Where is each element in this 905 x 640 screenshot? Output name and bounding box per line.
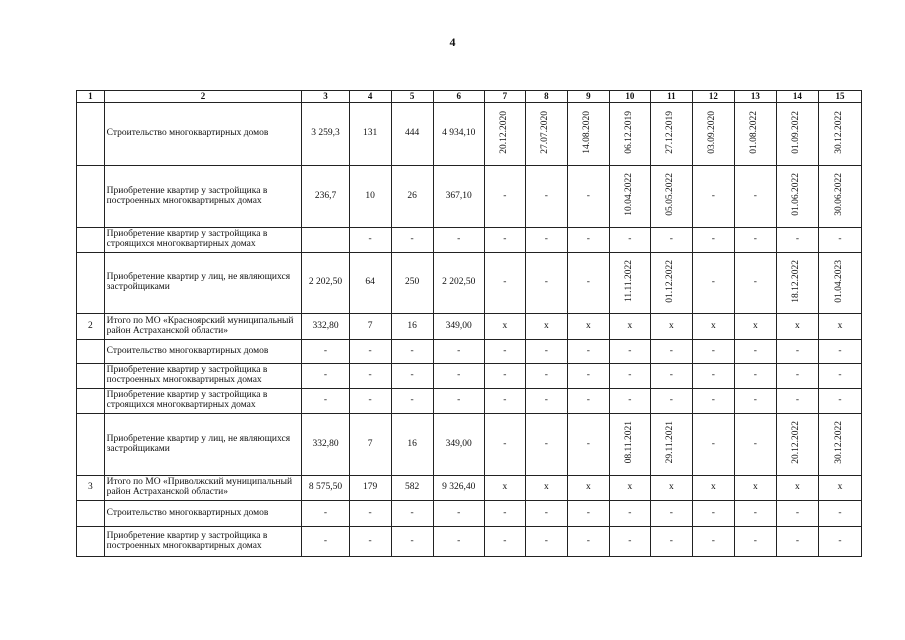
- families-cell: -: [349, 364, 391, 389]
- date-cell: -: [692, 501, 734, 527]
- date-cell: -: [525, 364, 567, 389]
- area-cell: [302, 228, 349, 253]
- date-cell: -: [567, 527, 609, 557]
- date-cell: -: [525, 228, 567, 253]
- area-cell: -: [302, 389, 349, 414]
- date-cell: -: [734, 228, 776, 253]
- header-cell: 11: [650, 91, 692, 103]
- date-cell: -: [484, 228, 525, 253]
- date-cell: -: [776, 501, 818, 527]
- row-name-cell: Приобретение квартир у лиц, не являющихся застройщиками: [104, 253, 302, 314]
- date-cell: -: [692, 166, 734, 228]
- date-cell: [650, 103, 692, 166]
- date-cell: -: [525, 527, 567, 557]
- date-cell: [734, 103, 776, 166]
- families-cell: 64: [349, 253, 391, 314]
- date-cell: x: [525, 314, 567, 340]
- date-cell: -: [734, 340, 776, 364]
- date-cell: -: [692, 340, 734, 364]
- cost-cell: -: [433, 389, 484, 414]
- date-cell: -: [692, 389, 734, 414]
- date-cell: -: [484, 527, 525, 557]
- date-cell: [818, 253, 861, 314]
- date-value: 08.11.2021: [623, 421, 634, 464]
- program-table: [76, 90, 862, 557]
- table-row: [77, 476, 862, 501]
- cost-cell: -: [433, 501, 484, 527]
- persons-cell: -: [391, 364, 433, 389]
- date-cell: [609, 414, 650, 476]
- date-cell: -: [525, 389, 567, 414]
- persons-cell: -: [391, 228, 433, 253]
- date-cell: [650, 166, 692, 228]
- date-cell: x: [692, 476, 734, 501]
- row-name-cell: Приобретение квартир у застройщика в построенных многоквартирных домах: [104, 364, 302, 389]
- date-cell: -: [734, 166, 776, 228]
- families-cell: 7: [349, 314, 391, 340]
- date-cell: [525, 103, 567, 166]
- persons-cell: 26: [391, 166, 433, 228]
- date-cell: [692, 103, 734, 166]
- cost-cell: 367,10: [433, 166, 484, 228]
- date-cell: -: [484, 253, 525, 314]
- date-value: 14.08.2020: [582, 110, 593, 154]
- date-cell: -: [650, 228, 692, 253]
- header-cell: 4: [349, 91, 391, 103]
- date-cell: [776, 103, 818, 166]
- date-cell: -: [567, 253, 609, 314]
- date-cell: x: [818, 314, 861, 340]
- date-value: 05.05.2022: [665, 173, 676, 216]
- header-cell: 8: [525, 91, 567, 103]
- families-cell: 179: [349, 476, 391, 501]
- row-number-cell: [77, 527, 105, 557]
- date-cell: -: [609, 389, 650, 414]
- families-cell: 10: [349, 166, 391, 228]
- header-cell: 7: [484, 91, 525, 103]
- persons-cell: -: [391, 501, 433, 527]
- date-cell: x: [692, 314, 734, 340]
- date-cell: -: [525, 501, 567, 527]
- date-cell: -: [484, 166, 525, 228]
- date-cell: -: [484, 364, 525, 389]
- date-cell: -: [567, 364, 609, 389]
- area-cell: -: [302, 527, 349, 557]
- date-cell: [776, 166, 818, 228]
- table-row: [77, 340, 862, 364]
- row-number-cell: 3: [77, 476, 105, 501]
- date-cell: [609, 103, 650, 166]
- date-cell: [609, 166, 650, 228]
- date-cell: -: [818, 364, 861, 389]
- date-cell: -: [567, 228, 609, 253]
- date-cell: [776, 414, 818, 476]
- row-name-cell: Приобретение квартир у застройщика в строящихся многоквартирных домах: [104, 228, 302, 253]
- row-name-cell: Приобретение квартир у застройщика в построенных многоквартирных домах: [104, 166, 302, 228]
- families-cell: 7: [349, 414, 391, 476]
- families-cell: -: [349, 228, 391, 253]
- date-cell: -: [734, 414, 776, 476]
- row-name-cell: Строительство многоквартирных домов: [104, 340, 302, 364]
- table-body: [77, 91, 862, 557]
- date-cell: -: [650, 501, 692, 527]
- area-cell: 332,80: [302, 414, 349, 476]
- date-cell: -: [734, 527, 776, 557]
- area-cell: 2 202,50: [302, 253, 349, 314]
- date-cell: -: [484, 389, 525, 414]
- header-cell: 13: [734, 91, 776, 103]
- row-name-cell: Итого по МО «Приволжский муниципальный район Астраханской области»: [104, 476, 302, 501]
- date-cell: -: [525, 340, 567, 364]
- row-name-cell: Приобретение квартир у застройщика в строящихся многоквартирных домах: [104, 389, 302, 414]
- area-cell: 3 259,3: [302, 103, 349, 166]
- date-cell: -: [484, 501, 525, 527]
- area-cell: 236,7: [302, 166, 349, 228]
- header-cell: 2: [104, 91, 302, 103]
- date-cell: -: [734, 389, 776, 414]
- row-number-cell: [77, 501, 105, 527]
- date-cell: -: [609, 364, 650, 389]
- date-cell: x: [776, 314, 818, 340]
- date-cell: -: [609, 501, 650, 527]
- persons-cell: -: [391, 389, 433, 414]
- date-cell: -: [567, 414, 609, 476]
- header-cell: 6: [433, 91, 484, 103]
- date-cell: x: [484, 476, 525, 501]
- date-value: 01.09.2022: [791, 110, 802, 154]
- date-value: 27.07.2020: [540, 110, 551, 154]
- date-value: 03.09.2020: [707, 110, 718, 154]
- date-value: 01.08.2022: [749, 110, 760, 154]
- date-value: 06.12.2019: [623, 110, 634, 154]
- date-cell: x: [818, 476, 861, 501]
- cost-cell: 9 326,40: [433, 476, 484, 501]
- date-cell: -: [692, 253, 734, 314]
- table-row: [77, 414, 862, 476]
- date-value: 10.04.2022: [623, 173, 634, 216]
- date-cell: -: [776, 527, 818, 557]
- date-cell: -: [567, 501, 609, 527]
- date-cell: x: [609, 314, 650, 340]
- families-cell: -: [349, 389, 391, 414]
- row-name-cell: Строительство многоквартирных домов: [104, 103, 302, 166]
- date-cell: x: [650, 314, 692, 340]
- date-value: 20.12.2020: [498, 110, 509, 154]
- families-cell: -: [349, 527, 391, 557]
- date-cell: x: [525, 476, 567, 501]
- table-row: [77, 103, 862, 166]
- cost-cell: -: [433, 228, 484, 253]
- families-cell: -: [349, 501, 391, 527]
- date-cell: -: [692, 364, 734, 389]
- date-cell: -: [525, 414, 567, 476]
- header-cell: 3: [302, 91, 349, 103]
- table-row: [77, 253, 862, 314]
- date-cell: -: [776, 340, 818, 364]
- date-value: 11.11.2022: [623, 259, 634, 303]
- persons-cell: -: [391, 527, 433, 557]
- date-value: 01.04.2023: [833, 259, 844, 303]
- row-number-cell: [77, 340, 105, 364]
- header-cell: 10: [609, 91, 650, 103]
- row-number-cell: [77, 103, 105, 166]
- date-value: 27.12.2019: [665, 110, 676, 154]
- table-row: [77, 527, 862, 557]
- row-number-cell: [77, 414, 105, 476]
- persons-cell: -: [391, 340, 433, 364]
- row-name-cell: Приобретение квартир у застройщика в построенных многоквартирных домах: [104, 527, 302, 557]
- persons-cell: 250: [391, 253, 433, 314]
- date-cell: x: [650, 476, 692, 501]
- date-cell: -: [818, 501, 861, 527]
- cost-cell: 4 934,10: [433, 103, 484, 166]
- date-value: 30.12.2022: [833, 421, 844, 464]
- persons-cell: 16: [391, 314, 433, 340]
- date-cell: -: [734, 364, 776, 389]
- date-cell: x: [609, 476, 650, 501]
- area-cell: 8 575,50: [302, 476, 349, 501]
- area-cell: -: [302, 340, 349, 364]
- row-number-cell: [77, 389, 105, 414]
- row-name-cell: Итого по МО «Красноярский муниципальный район Астраханской области»: [104, 314, 302, 340]
- date-cell: [776, 253, 818, 314]
- persons-cell: 444: [391, 103, 433, 166]
- row-name-cell: Строительство многоквартирных домов: [104, 501, 302, 527]
- date-cell: -: [734, 501, 776, 527]
- date-cell: [818, 103, 861, 166]
- date-cell: -: [818, 228, 861, 253]
- table-row: [77, 166, 862, 228]
- date-value: 30.12.2022: [833, 110, 844, 154]
- date-cell: x: [484, 314, 525, 340]
- date-cell: [609, 253, 650, 314]
- date-cell: -: [567, 389, 609, 414]
- date-cell: -: [484, 340, 525, 364]
- date-cell: x: [734, 476, 776, 501]
- families-cell: -: [349, 340, 391, 364]
- date-cell: [818, 414, 861, 476]
- page-number: 4: [449, 35, 456, 49]
- date-cell: x: [776, 476, 818, 501]
- row-number-cell: [77, 228, 105, 253]
- date-cell: -: [567, 340, 609, 364]
- date-cell: -: [776, 364, 818, 389]
- cost-cell: -: [433, 340, 484, 364]
- date-cell: -: [525, 166, 567, 228]
- date-cell: x: [734, 314, 776, 340]
- table-row: [77, 228, 862, 253]
- cost-cell: -: [433, 527, 484, 557]
- table-row: [77, 389, 862, 414]
- date-cell: [567, 103, 609, 166]
- date-cell: [650, 253, 692, 314]
- row-number-cell: [77, 364, 105, 389]
- date-cell: [650, 414, 692, 476]
- date-cell: -: [776, 228, 818, 253]
- table-row: [77, 314, 862, 340]
- area-cell: 332,80: [302, 314, 349, 340]
- cost-cell: 349,00: [433, 414, 484, 476]
- header-row: [77, 91, 862, 103]
- date-cell: -: [609, 228, 650, 253]
- date-cell: x: [567, 314, 609, 340]
- area-cell: -: [302, 364, 349, 389]
- date-cell: -: [818, 389, 861, 414]
- date-cell: [484, 103, 525, 166]
- row-number-cell: [77, 166, 105, 228]
- table-row: [77, 501, 862, 527]
- cost-cell: -: [433, 364, 484, 389]
- date-cell: -: [734, 253, 776, 314]
- date-cell: -: [650, 340, 692, 364]
- area-cell: -: [302, 501, 349, 527]
- date-value: 01.12.2022: [665, 259, 676, 303]
- header-cell: 12: [692, 91, 734, 103]
- date-cell: -: [776, 389, 818, 414]
- date-cell: -: [818, 340, 861, 364]
- date-cell: -: [650, 527, 692, 557]
- row-name-cell: Приобретение квартир у лиц, не являющихся застройщиками: [104, 414, 302, 476]
- header-cell: 5: [391, 91, 433, 103]
- date-value: 01.06.2022: [791, 173, 802, 216]
- date-cell: -: [650, 364, 692, 389]
- row-number-cell: [77, 253, 105, 314]
- date-cell: -: [650, 389, 692, 414]
- persons-cell: 582: [391, 476, 433, 501]
- date-cell: -: [609, 340, 650, 364]
- date-cell: -: [484, 414, 525, 476]
- date-cell: -: [818, 527, 861, 557]
- families-cell: 131: [349, 103, 391, 166]
- date-cell: -: [525, 253, 567, 314]
- date-value: 29.11.2021: [665, 421, 676, 464]
- persons-cell: 16: [391, 414, 433, 476]
- date-cell: -: [692, 414, 734, 476]
- header-cell: 15: [818, 91, 861, 103]
- date-cell: -: [567, 166, 609, 228]
- date-value: 30.06.2022: [833, 173, 844, 216]
- date-cell: -: [692, 228, 734, 253]
- header-cell: 1: [77, 91, 105, 103]
- table-row: [77, 364, 862, 389]
- date-cell: x: [567, 476, 609, 501]
- date-cell: [818, 166, 861, 228]
- date-value: 18.12.2022: [791, 259, 802, 303]
- row-number-cell: 2: [77, 314, 105, 340]
- date-value: 20.12.2022: [791, 421, 802, 464]
- cost-cell: 2 202,50: [433, 253, 484, 314]
- header-cell: 9: [567, 91, 609, 103]
- cost-cell: 349,00: [433, 314, 484, 340]
- date-cell: -: [692, 527, 734, 557]
- date-cell: -: [609, 527, 650, 557]
- header-cell: 14: [776, 91, 818, 103]
